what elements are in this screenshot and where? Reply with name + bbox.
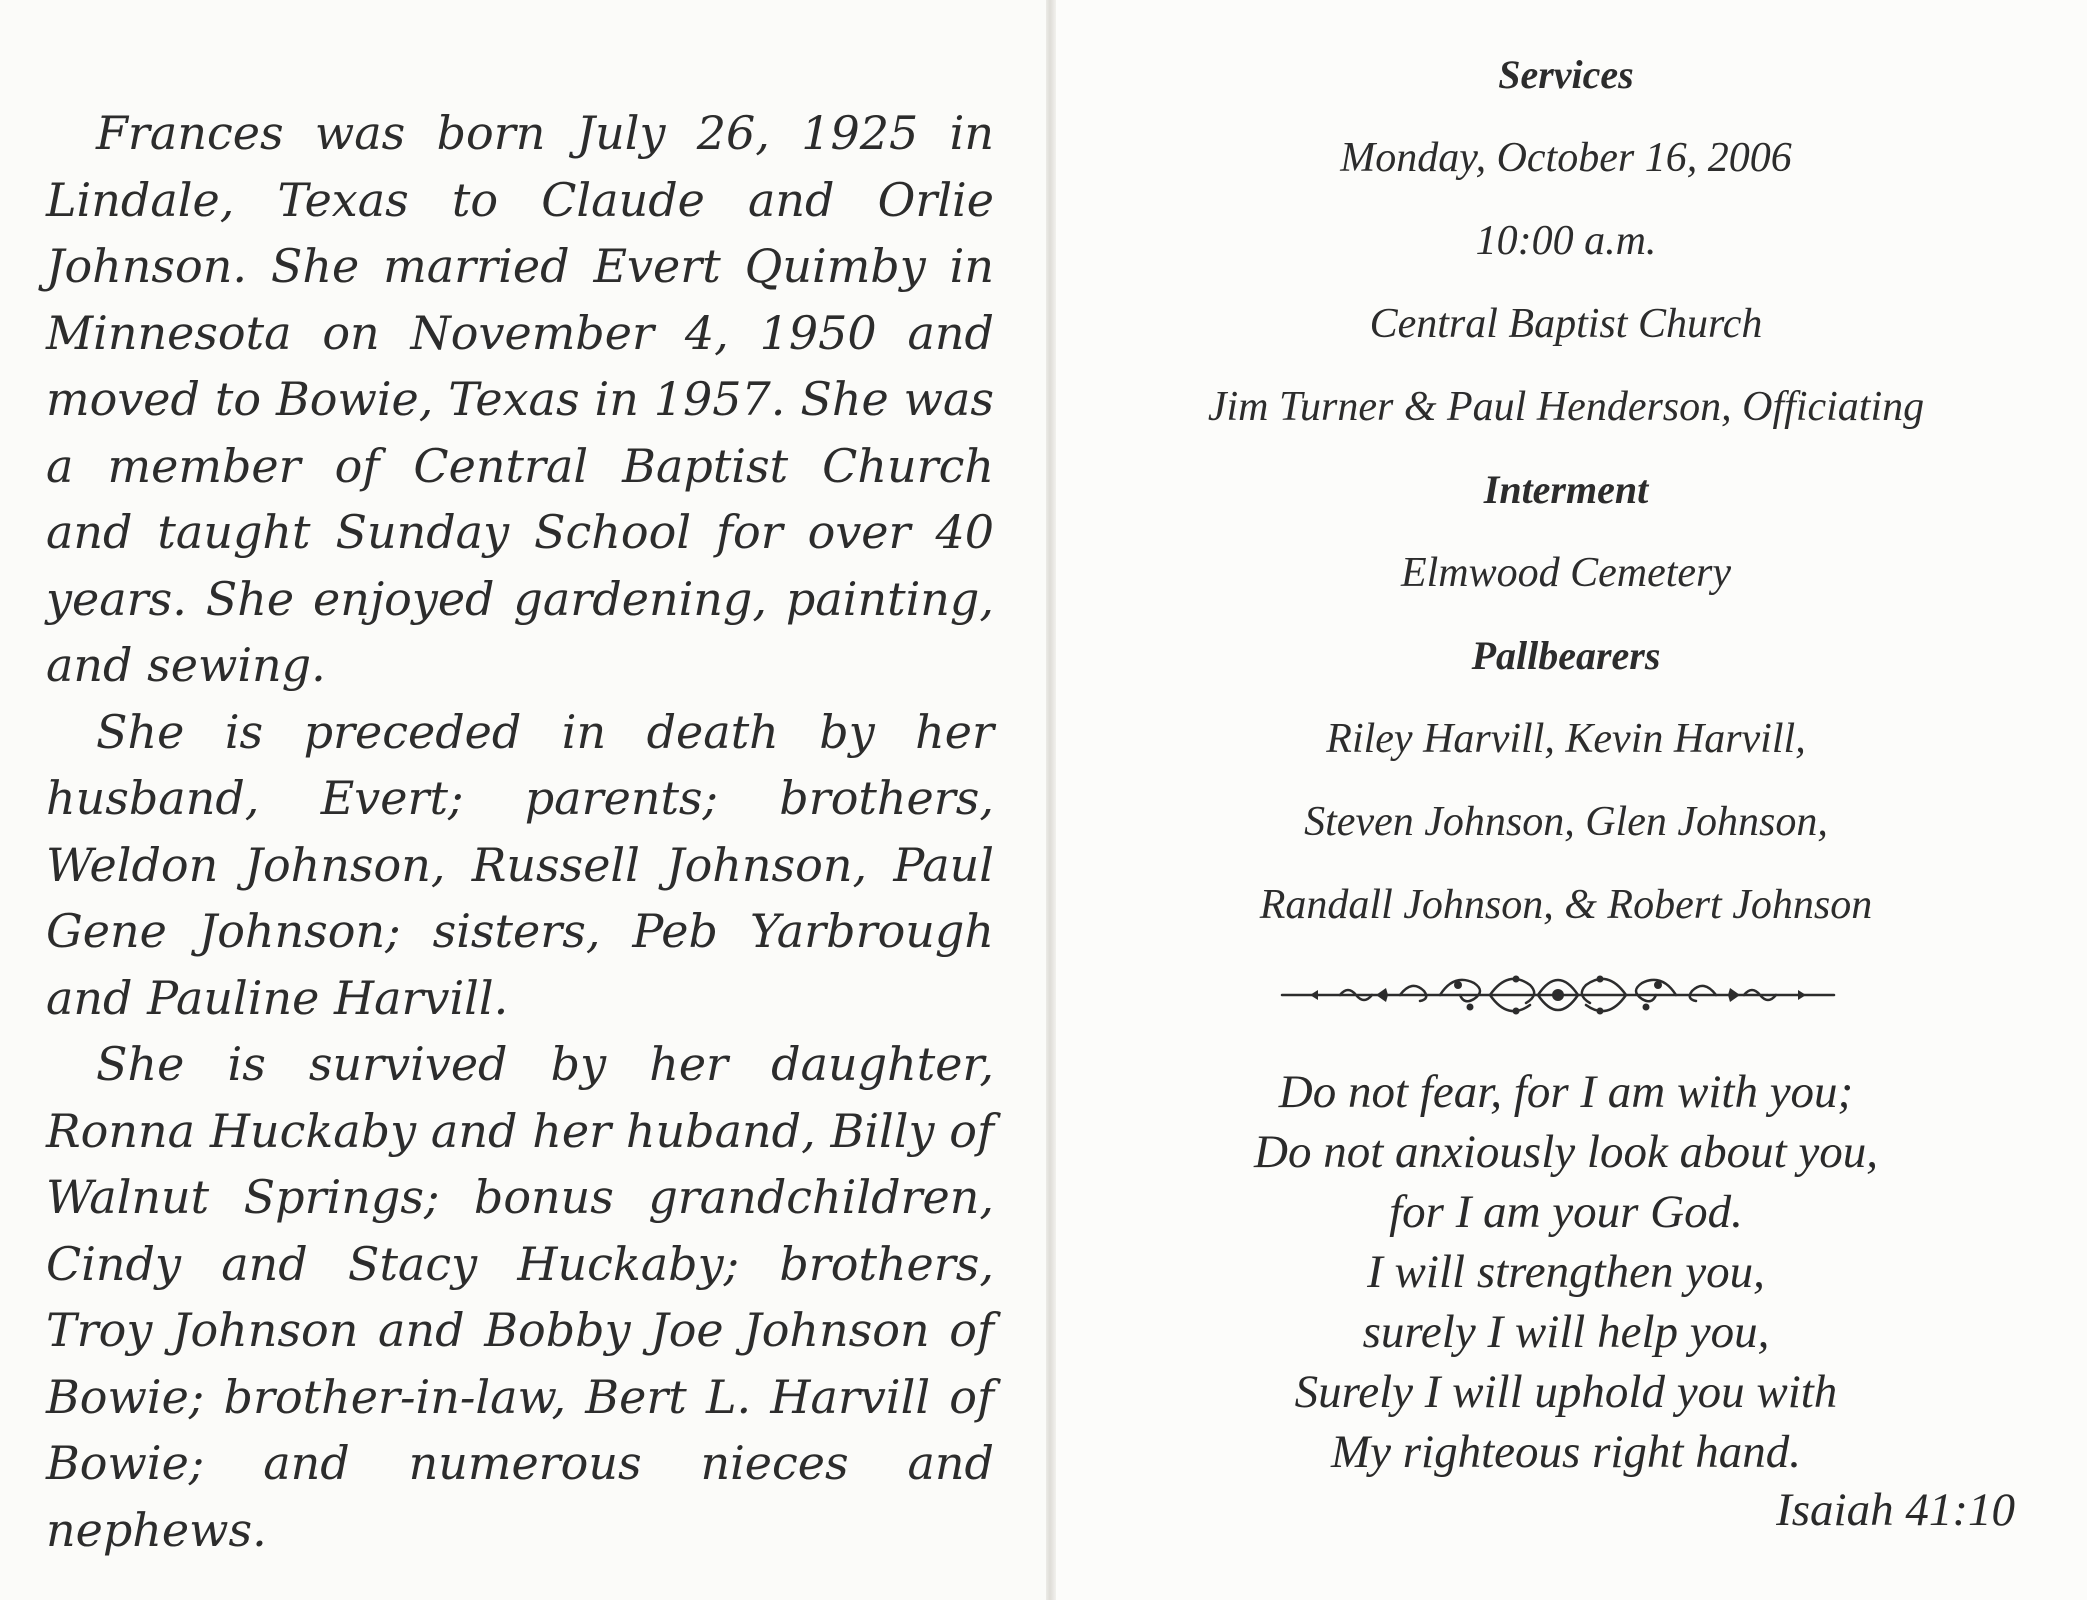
services-heading: Services	[1498, 52, 1634, 97]
page-fold	[1046, 0, 1056, 1600]
pallbearers-line: Riley Harvill, Kevin Harvill,	[1326, 716, 1806, 762]
pallbearers-line: Steven Johnson, Glen Johnson,	[1304, 799, 1828, 845]
verse-line: I will strengthen you,	[1367, 1246, 1765, 1298]
verse-line: Do not fear, for I am with you;	[1278, 1066, 1854, 1118]
verse-line: Do not anxiously look about you,	[1254, 1126, 1878, 1178]
verse-line: for I am your God.	[1389, 1186, 1743, 1238]
service-date: Monday, October 16, 2006	[1340, 135, 1792, 181]
interment-location: Elmwood Cemetery	[1400, 550, 1732, 596]
service-officiants: Jim Turner & Paul Henderson, Officiating	[1207, 384, 1925, 430]
verse-line: My righteous right hand.	[1331, 1426, 1801, 1478]
interment-heading: Interment	[1483, 467, 1649, 512]
obituary-paragraph-birth: Frances was born July 26, 1925 in Lindale, Texas to Claude and Orlie Johnson. She married Evert Quimby in Minnesota on November 4, 1950 and moved to Bowie, Texas in 1957. She was a member of Central Baptist Church and taught Sunday School for over 40 years. She enjoyed gardening, painting, and sewing.	[46, 106, 994, 692]
pallbearers-heading: Pallbearers	[1471, 633, 1661, 678]
right-page	[1056, 0, 2087, 1600]
obituary-text	[46, 100, 994, 1563]
verse-line: surely I will help you,	[1362, 1306, 1770, 1358]
verse-citation: Isaiah 41:10	[1776, 1484, 2015, 1536]
service-details	[1056, 42, 2076, 955]
service-location: Central Baptist Church	[1369, 301, 1763, 347]
verse-line: Surely I will uphold you with	[1294, 1366, 1838, 1418]
obituary-paragraph-preceded: She is preceded in death by her husband, Evert; parents; brothers, Weldon Johnson, Russell Johnson, Paul Gene Johnson; sisters, Peb Yarbrough and Pauline Harvill.	[46, 704, 994, 1025]
obituary-paragraph-survived: She is survived by her daughter, Ronna Huckaby and her huband, Billy of Walnut Springs; bonus grandchildren, Cindy and Stacy Huckaby; brothers, Troy Johnson and Bobby Joe Johnson of Bowie; brother-in-law, Bert L. Harvill of Bowie; and numerous nieces and nephews.	[46, 1037, 994, 1557]
scripture-verse	[1056, 1062, 2076, 1482]
pallbearers-line: Randall Johnson, & Robert Johnson	[1259, 882, 1873, 928]
scroll-flourish-icon	[1280, 965, 1836, 1025]
service-time: 10:00 a.m.	[1475, 218, 1657, 264]
